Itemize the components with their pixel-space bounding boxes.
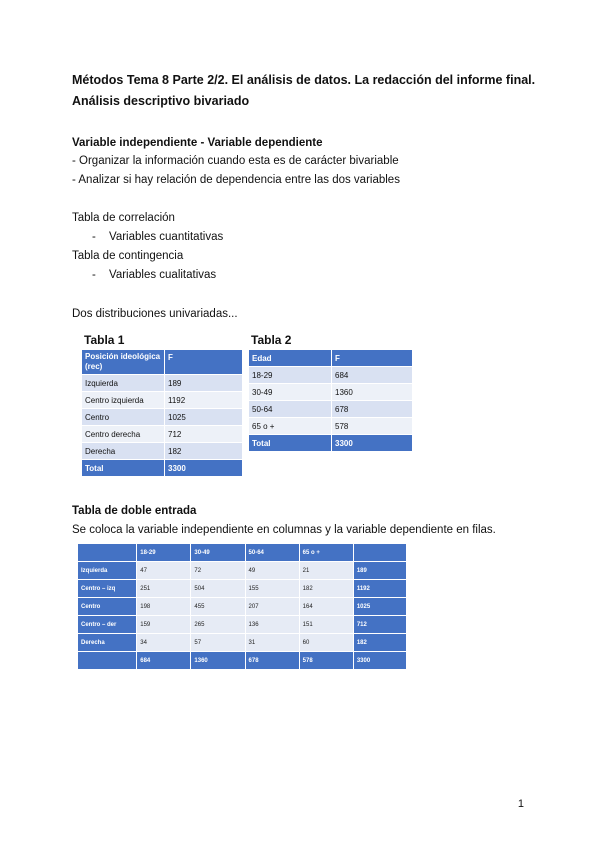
table-cell: 182 [353,634,406,652]
table-cell: 1360 [191,652,245,670]
table-cell: Total [249,435,332,452]
table-cell: 30-49 [191,544,245,562]
table-cell: Izquierda [78,562,137,580]
table-cell: 65 o + [249,418,332,435]
table-cell: 712 [353,616,406,634]
tabla1-caption: Tabla 1 [84,333,125,347]
table-header-row [249,350,412,367]
title-line-1: Métodos Tema 8 Parte 2/2. El análisis de datos. La redacción del informe final. [72,73,536,87]
table-cell: 182 [299,580,353,598]
table-cell [353,544,406,562]
table-row [78,634,407,652]
tabla2-header-edad: Edad [249,350,332,367]
table-row [249,418,412,435]
table-cell: 50-64 [245,544,299,562]
table-cell: Centro [82,409,165,426]
bullet-cuantitativas: - Variables cuantitativas [92,231,224,243]
table-cell: 34 [137,634,191,652]
tabla-contingencia-label: Tabla de contingencia [72,250,184,262]
table-cell: Total [82,460,165,477]
table-header-row [82,350,242,375]
table-cell: 684 [137,652,191,670]
table-cell: 3300 [332,435,413,452]
table-cell: 60 [299,634,353,652]
table-cell: 684 [332,367,413,384]
table-row [82,443,242,460]
table-cell: 1192 [353,580,406,598]
table-cell: 678 [245,652,299,670]
table-total-row [78,652,407,670]
table-total-row [82,460,242,477]
dos-distribuciones-text: Dos distribuciones univariadas... [72,308,238,320]
table-cell: 712 [165,426,243,443]
table-cell: 151 [299,616,353,634]
table-cell: 207 [245,598,299,616]
table-cell: 182 [165,443,243,460]
title-line-2: Análisis descriptivo bivariado [72,94,250,108]
table-cell: 18-29 [249,367,332,384]
table-cell: 265 [191,616,245,634]
table-cell: 155 [245,580,299,598]
table-cell: 1360 [332,384,413,401]
table-cell: 189 [353,562,406,580]
table-cell: 3300 [353,652,406,670]
table-row [82,392,242,409]
table-cell: Centro – izq [78,580,137,598]
table-row [82,375,242,392]
table-cell: 72 [191,562,245,580]
table-cell [78,544,137,562]
table-cell: 31 [245,634,299,652]
table-cell: 189 [165,375,243,392]
section-line-1: - Organizar la información cuando esta es de carácter bivariable [72,155,399,167]
table-cell: 50-64 [249,401,332,418]
table-cell: 504 [191,580,245,598]
table-cell: 47 [137,562,191,580]
table-cell: 65 o + [299,544,353,562]
table-row [78,562,407,580]
table-row [82,426,242,443]
table-cell: 1025 [353,598,406,616]
section-line-2: - Analizar si hay relación de dependencia entre las dos variables [72,174,400,186]
table-cell: 578 [299,652,353,670]
table-cell: 30-49 [249,384,332,401]
table-cell: 164 [299,598,353,616]
doble-entrada-description: Se coloca la variable independiente en columnas y la variable dependiente en filas. [72,524,496,536]
table-cell: 57 [191,634,245,652]
table-cell: Centro derecha [82,426,165,443]
tabla-correlacion-label: Tabla de correlación [72,212,175,224]
table-row [249,384,412,401]
table-cell [78,652,137,670]
table-cell: 678 [332,401,413,418]
table-row [249,367,412,384]
table-cell: 251 [137,580,191,598]
table-row [78,580,407,598]
section-heading-variables: Variable independiente - Variable dependiente [72,137,323,149]
table-cell: 1192 [165,392,243,409]
document-title [72,70,535,112]
table-cell: 49 [245,562,299,580]
table-cell: 3300 [165,460,243,477]
table-cell: 21 [299,562,353,580]
table-cell: Centro – der [78,616,137,634]
tabla1-header-variable: Posición ideológica (rec) [82,350,165,375]
table-header-row [78,544,407,562]
tabla-doble-entrada [77,543,407,670]
table-cell: 578 [332,418,413,435]
table-cell: 159 [137,616,191,634]
table-cell: 1025 [165,409,243,426]
table-cell: 18-29 [137,544,191,562]
table-row [82,409,242,426]
tabla2 [249,350,412,452]
table-cell: Izquierda [82,375,165,392]
table-cell: Centro izquierda [82,392,165,409]
table-cell: Centro [78,598,137,616]
table-cell: Derecha [82,443,165,460]
table-cell: 455 [191,598,245,616]
table-cell: 136 [245,616,299,634]
table-total-row [249,435,412,452]
bullet-cualitativas: - Variables cualitativas [92,269,217,281]
tabla1 [82,350,242,477]
tabla2-caption: Tabla 2 [251,333,292,347]
table-row [249,401,412,418]
table-cell: Derecha [78,634,137,652]
table-cell: 198 [137,598,191,616]
tabla1-header-f: F [165,350,243,375]
table-row [78,616,407,634]
doble-entrada-heading: Tabla de doble entrada [72,505,197,517]
page-number: 1 [517,798,524,810]
tabla2-header-f: F [332,350,413,367]
table-row [78,598,407,616]
